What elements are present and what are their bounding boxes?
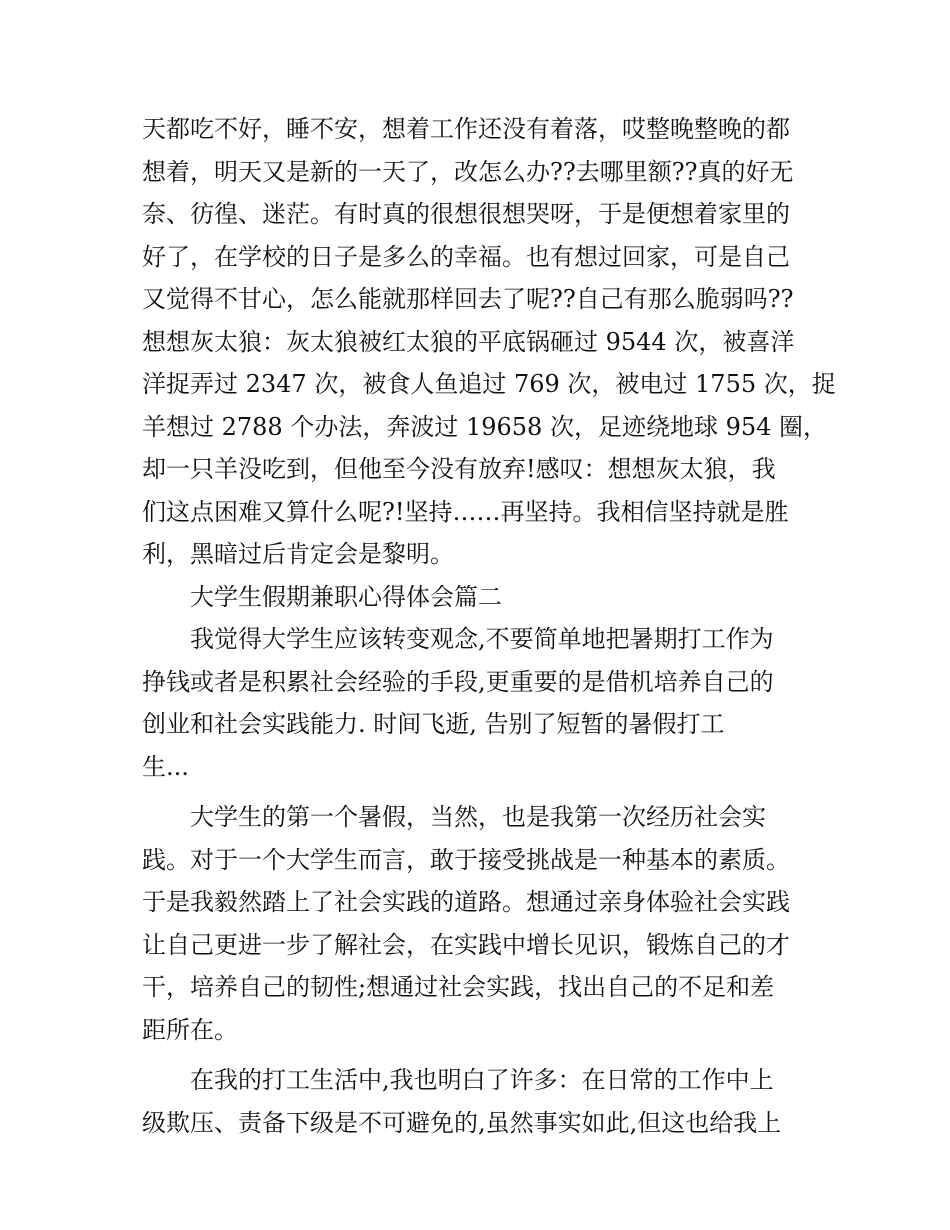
text-line: 好了，在学校的日子是多么的幸福。也有想过回家，可是自己: [142, 242, 790, 271]
text-line: 大学生的第一个暑假，当然，也是我第一次经历社会实: [190, 803, 766, 831]
text-line: 于是我毅然踏上了社会实践的道路。想通过亲身体验社会实践: [142, 888, 790, 916]
text-line: 又觉得不甘心，怎么能就那样回去了呢??自己有那么脆弱吗??: [142, 285, 794, 313]
text-line: 级欺压、责备下级是不可避免的,虽然事实如此,但这也给我上: [142, 1108, 782, 1137]
paragraph-gap: [142, 1051, 822, 1059]
paragraph-1: [142, 108, 836, 576]
text-line: 羊想过 2788 个办法，奔波过 19658 次，足迹绕地球 954 圈，: [142, 412, 828, 441]
text-line: 距所在。: [142, 1015, 238, 1044]
paragraph-3: [142, 796, 822, 1051]
text-line: 们这点困难又算什么呢?!坚持……再坚持。我相信坚持就是胜: [142, 497, 789, 526]
paragraph-2: [142, 618, 822, 788]
text-line: 创业和社会实践能力. 时间飞逝, 告别了短暂的暑假打工: [142, 710, 725, 738]
paragraph-gap: [142, 788, 822, 796]
text-line: 却一只羊没吃到，但他至今没有放弃!感叹：想想灰太狼，我: [142, 455, 776, 483]
text-line: 天都吃不好，睡不安，想着工作还没有着落，哎整晚整晚的都: [142, 115, 790, 143]
text-line: 挣钱或者是积累社会经验的手段,更重要的是借机培养自己的: [142, 667, 774, 696]
text-line: 洋捉弄过 2347 次，被食人鱼追过 769 次，被电过 1755 次，捉: [142, 370, 836, 398]
document-body: [142, 108, 836, 1144]
text-line: 想着，明天又是新的一天了，改怎么办??去哪里额??真的好无: [142, 157, 794, 186]
text-line: 奈、彷徨、迷茫。有时真的很想很想哭呀，于是便想着家里的: [142, 200, 790, 228]
text-line: 生...: [142, 752, 189, 781]
paragraph-4: [142, 1059, 822, 1144]
text-line: 想想灰太狼：灰太狼被红太狼的平底锅砸过 9544 次，被喜洋: [142, 327, 795, 356]
text-line: 让自己更进一步了解社会，在实践中增长见识，锻炼自己的才: [142, 930, 790, 959]
text-line: 我觉得大学生应该转变观念,不要简单地把暑期打工作为: [190, 625, 774, 653]
text-line: 践。对于一个大学生而言，敢于接受挑战是一种基本的素质。: [142, 845, 790, 874]
text-line: 利，黑暗过后肯定会是黎明。: [142, 540, 454, 568]
text-line: 干，培养自己的韧性;想通过社会实践，找出自己的不足和差: [142, 973, 775, 1001]
section-heading: 大学生假期兼职心得体会篇二: [190, 582, 502, 611]
text-line: 在我的打工生活中,我也明白了许多：在日常的工作中上: [190, 1066, 774, 1094]
